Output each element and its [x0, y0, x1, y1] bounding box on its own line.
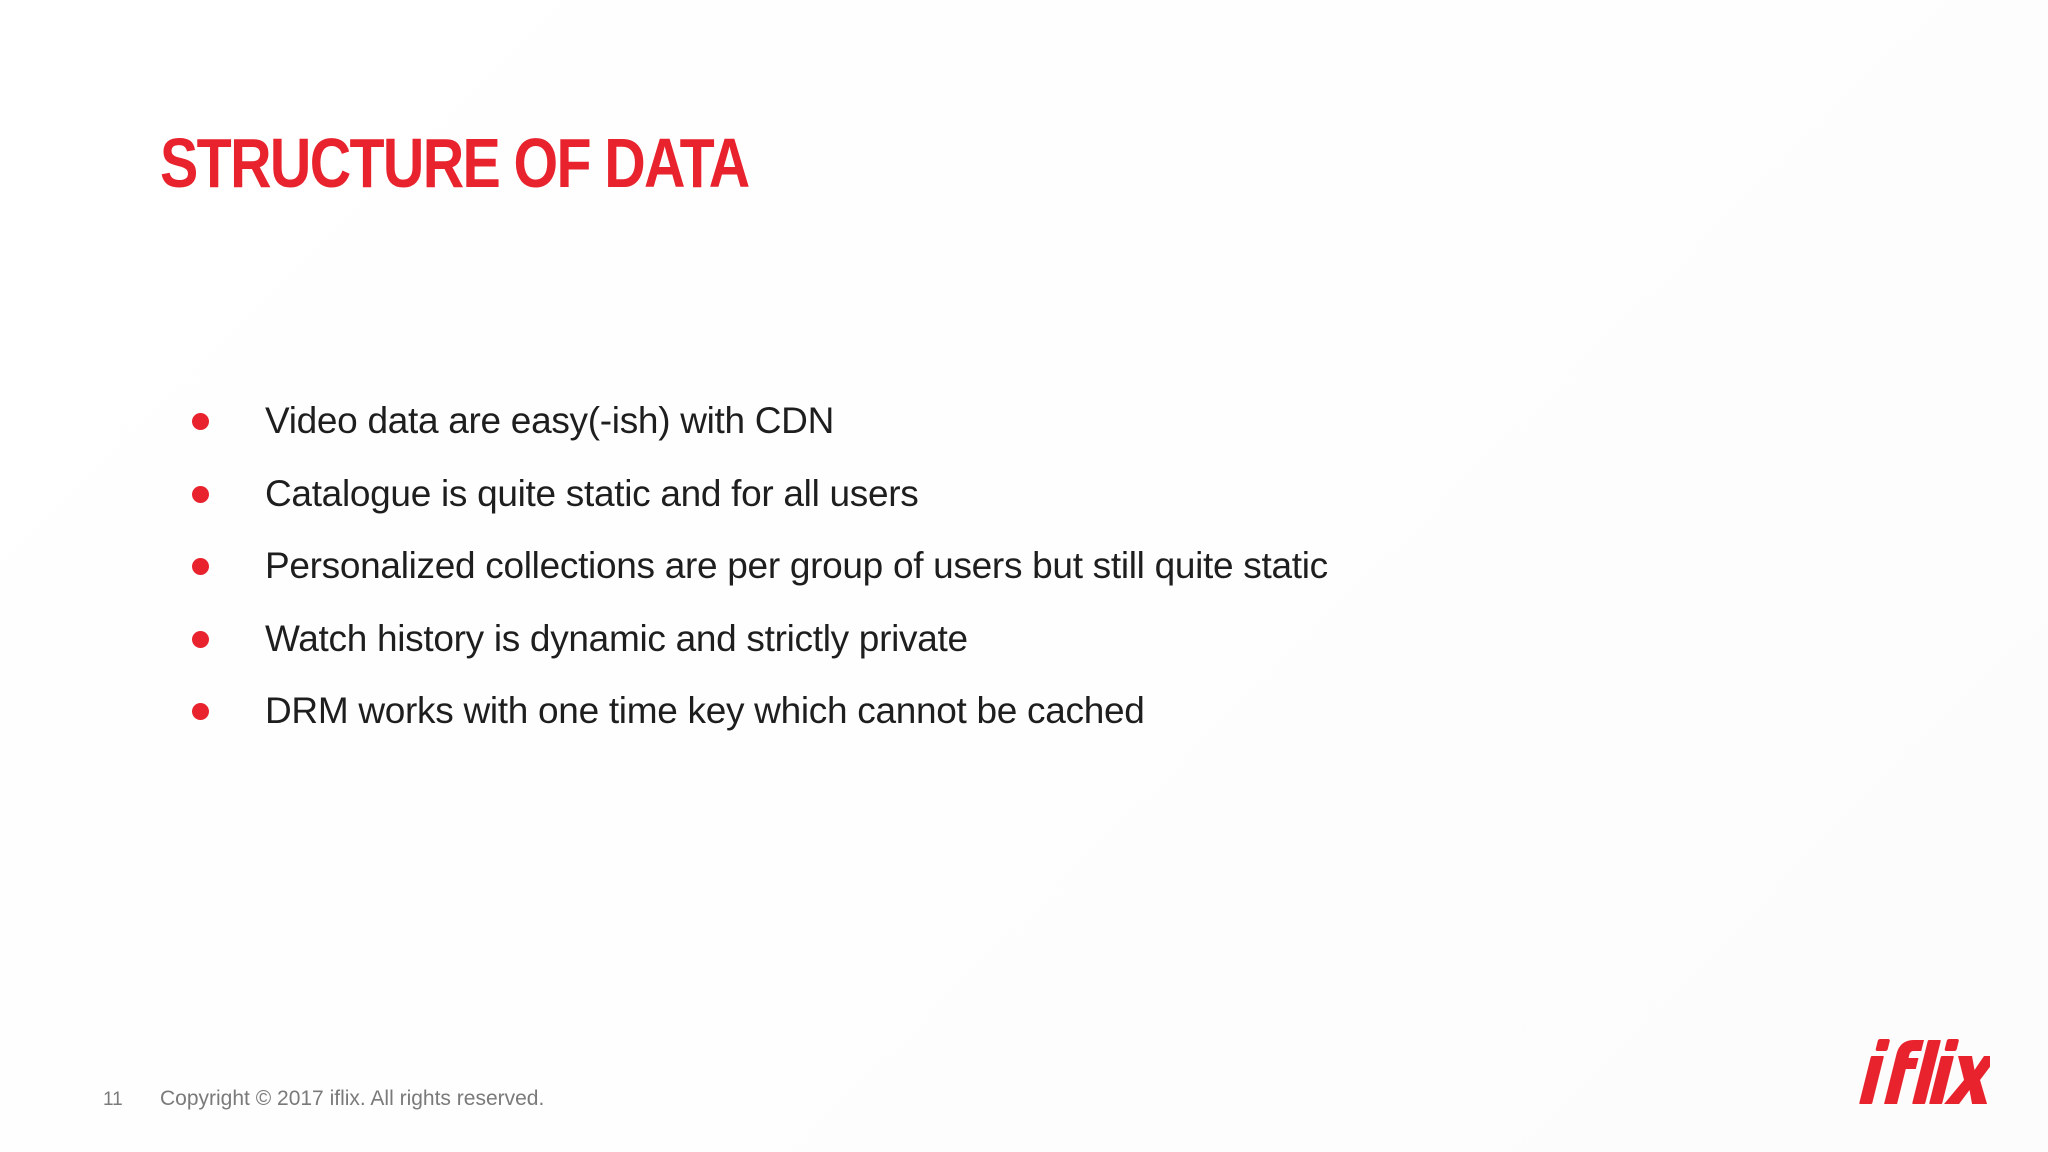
bullet-text: Watch history is dynamic and strictly private [265, 617, 968, 659]
slide-title: STRUCTURE OF DATA [160, 124, 749, 202]
copyright-notice: Copyright © 2017 iflix. All rights reserved. [160, 1087, 545, 1110]
bullet-text: DRM works with one time key which cannot be cached [265, 690, 1145, 732]
logo-stem-i [1859, 1056, 1884, 1104]
iflix-logo [1855, 1036, 1990, 1108]
bullet-text: Personalized collections are per group of users but still quite static [265, 545, 1328, 587]
logo-dot-i [1875, 1039, 1890, 1051]
bullet-dot-icon [192, 413, 209, 430]
bullet-dot-icon [192, 558, 209, 575]
bullet-text: Video data are easy(-ish) with CDN [265, 400, 835, 442]
bullet-dot-icon [192, 631, 209, 648]
bullet-dot-icon [192, 703, 209, 720]
bullet-dot-icon [192, 486, 209, 503]
page-number: 11 [103, 1089, 123, 1110]
bullet-text: Catalogue is quite static and for all users [265, 472, 919, 514]
logo-dot-i2 [1944, 1039, 1959, 1051]
